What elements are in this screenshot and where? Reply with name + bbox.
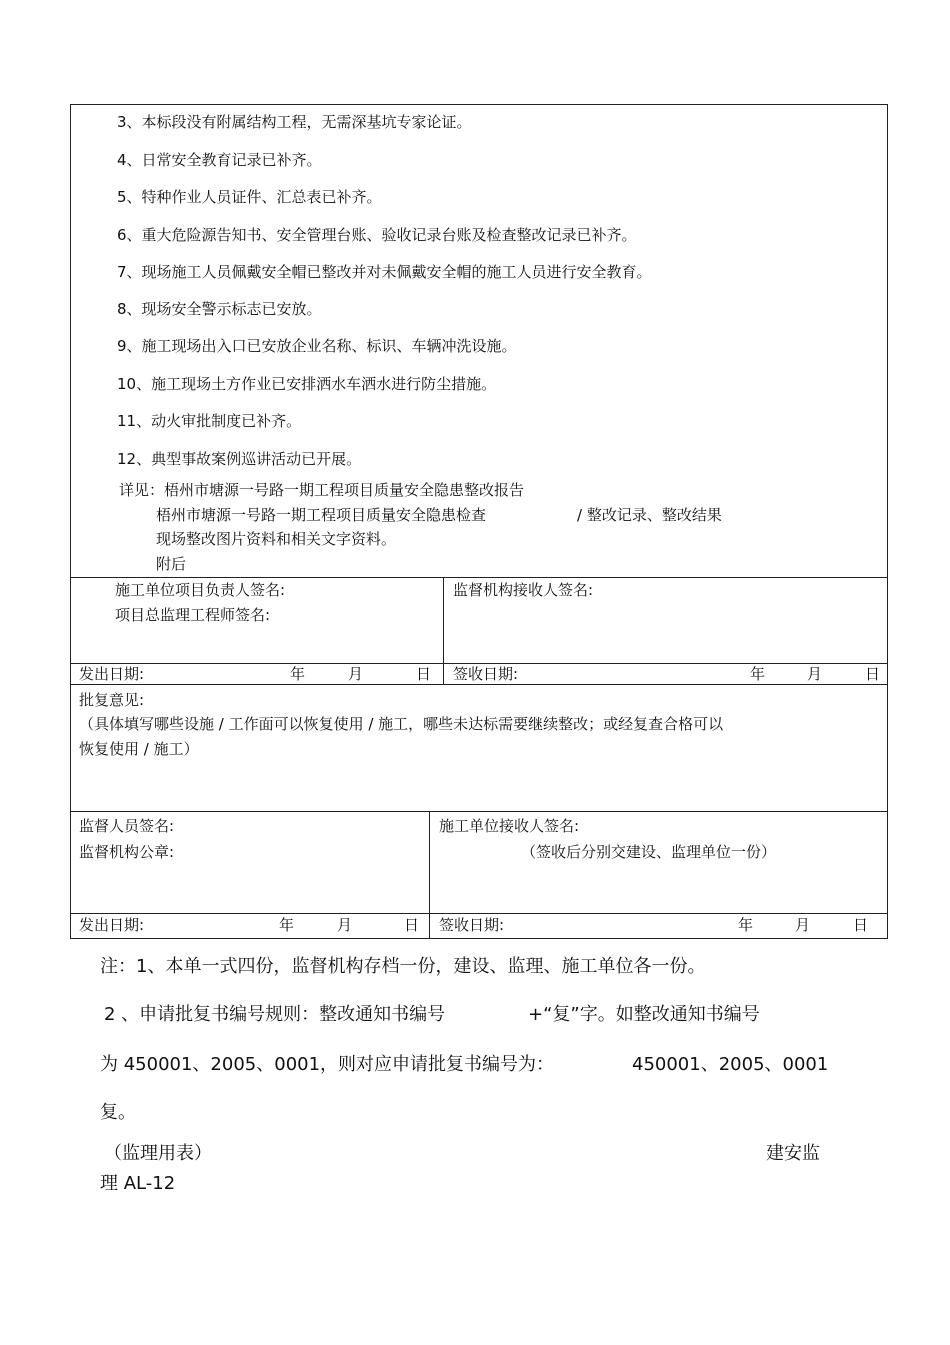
details-line-2: 梧州市塘源一号路一期工程项目质量安全隐患检查 xyxy=(156,506,487,524)
reply-opinion-label: 批复意见: xyxy=(79,691,145,709)
agency-seal-label: 监督机构公章: xyxy=(79,843,175,861)
receive-date-label: 签收日期: xyxy=(453,665,519,683)
note-numbering-example-value: 450001、2005、0001 xyxy=(632,1054,829,1075)
month-label: 月 xyxy=(337,916,353,934)
list-item: 4、日常安全教育记录已补齐。 xyxy=(117,151,322,169)
supervisor-signature-label: 监督人员签名: xyxy=(79,817,175,835)
divider xyxy=(71,811,887,812)
form-code-label-cont: 理 AL-12 xyxy=(100,1173,176,1194)
details-line-2b: / 整改记录、整改结果 xyxy=(577,506,722,524)
year-label: 年 xyxy=(750,665,766,683)
divider xyxy=(429,811,430,938)
day-label: 日 xyxy=(404,916,420,934)
form-code-label: 建安监 xyxy=(766,1143,820,1164)
reply-opinion-instructions-cont: 恢复使用 / 施工） xyxy=(79,740,199,758)
agency-receiver-signature-label: 监督机构接收人签名: xyxy=(453,581,594,599)
list-item: 12、典型事故案例巡讲活动已开展。 xyxy=(117,450,362,468)
year-label: 年 xyxy=(279,916,295,934)
month-label: 月 xyxy=(348,665,364,683)
details-line-4: 附后 xyxy=(156,555,187,573)
receive-date-label: 签收日期: xyxy=(439,916,505,934)
table-kind-label: （监理用表） xyxy=(104,1143,212,1164)
details-line-1: 详见：梧州市塘源一号路一期工程项目质量安全隐患整改报告 xyxy=(119,481,525,499)
list-item: 11、动火审批制度已补齐。 xyxy=(117,412,302,430)
list-item: 10、施工现场土方作业已安排洒水车洒水进行防尘措施。 xyxy=(117,375,497,393)
note-numbering-rule: 2 、申请批复书编号规则：整改通知书编号 xyxy=(104,1004,446,1025)
divider xyxy=(71,577,887,578)
list-item: 3、本标段没有附属结构工程，无需深基坑专家论证。 xyxy=(117,113,472,131)
month-label: 月 xyxy=(807,665,823,683)
list-item: 9、施工现场出入口已安放企业名称、标识、车辆冲洗设施。 xyxy=(117,337,517,355)
list-item: 8、现场安全警示标志已安放。 xyxy=(117,300,322,318)
divider xyxy=(71,913,887,914)
note-numbering-example: 为 450001、2005、0001，则对应申请批复书编号为： xyxy=(100,1054,555,1075)
rectification-reply-form xyxy=(70,104,888,939)
reply-opinion-instructions: （具体填写哪些设施 / 工作面可以恢复使用 / 施工，哪些未达标需要继续整改；或经复查合格可以 xyxy=(79,715,724,733)
issue-date-label: 发出日期: xyxy=(79,916,145,934)
list-item: 7、现场施工人员佩戴安全帽已整改并对未佩戴安全帽的施工人员进行安全教育。 xyxy=(117,263,652,281)
list-item: 5、特种作业人员证件、汇总表已补齐。 xyxy=(117,188,382,206)
year-label: 年 xyxy=(738,916,754,934)
day-label: 日 xyxy=(853,916,869,934)
distribution-remark: （签收后分别交建设、监理单位一份） xyxy=(521,843,777,861)
divider xyxy=(71,684,887,685)
list-item: 6、重大危险源告知书、安全管理台账、验收记录台账及检查整改记录已补齐。 xyxy=(117,226,637,244)
note-numbering-rule-cont: +“复”字。如整改通知书编号 xyxy=(528,1004,760,1025)
contractor-lead-signature-label: 施工单位项目负责人签名: xyxy=(115,581,286,599)
year-label: 年 xyxy=(290,665,306,683)
note-numbering-suffix: 复。 xyxy=(100,1102,136,1123)
details-line-3: 现场整改图片资料和相关文字资料。 xyxy=(156,530,397,548)
contractor-receiver-signature-label: 施工单位接收人签名: xyxy=(439,817,580,835)
divider xyxy=(71,663,887,664)
day-label: 日 xyxy=(865,665,881,683)
divider xyxy=(443,577,444,684)
chief-supervisor-signature-label: 项目总监理工程师签名: xyxy=(115,606,271,624)
note-copies: 注：1、本单一式四份，监督机构存档一份，建设、监理、施工单位各一份。 xyxy=(100,956,706,977)
day-label: 日 xyxy=(416,665,432,683)
issue-date-label: 发出日期: xyxy=(79,665,145,683)
month-label: 月 xyxy=(795,916,811,934)
